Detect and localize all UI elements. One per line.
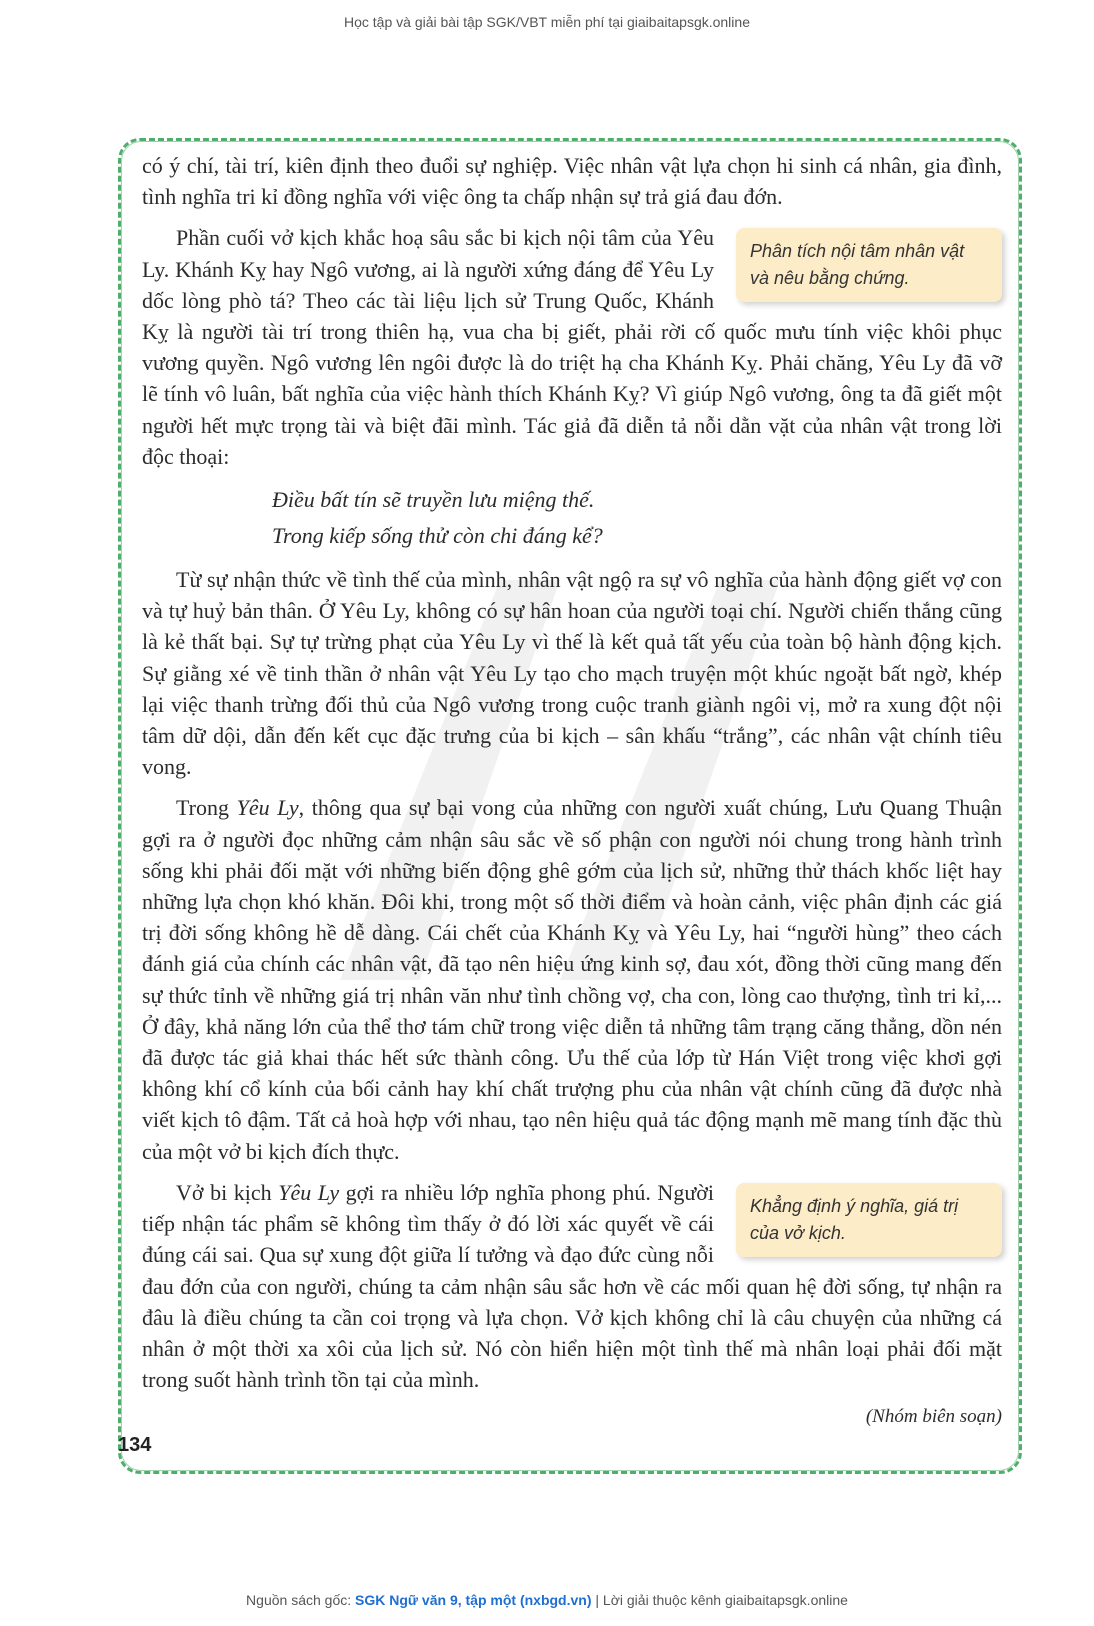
- work-title: Yêu Ly: [236, 795, 299, 821]
- page-footer: [0, 1592, 1094, 1608]
- margin-note-meaning: Khẳng định ý nghĩa, giá trị của vở kịch.: [736, 1183, 1002, 1257]
- footer-suffix: | Lời giải thuộc kênh giaibaitapsgk.online: [591, 1592, 848, 1608]
- author-signature: (Nhóm biên soạn): [865, 1406, 1002, 1428]
- paragraph-3: Từ sự nhận thức về tình thế của mình, nhân vật ngộ ra sự vô nghĩa của hành động giết vợ con và tự huỷ bản thân. Ở Yêu Ly, không có sự hân hoan của người toại chí. Người chiến thắng cũng là kẻ thất bại. Sự tự trừng phạt của Yêu Ly vì thế là kết quả tất yếu của toàn bộ hành động kịch. Sự giằng xé về tinh thần ở nhân vật Yêu Ly tạo cho mạch truyện một khúc ngoặt bất ngờ, khép lại việc thanh trừng đối thủ của Ngô vương trong cuộc tranh giành ngôi vị, mở ra xung đột nội tâm dữ dội, dẫn đến kết cục đặc trưng của bi kịch – sân khấu “trắng”, các nhân vật chính tiêu vong.: [142, 567, 1002, 780]
- paragraph-2-text: Phần cuối vở kịch khắc hoạ sâu sắc bi kịch nội tâm của Yêu Ly. Khánh Kỵ hay Ngô vương, ai là người xứng đáng để Yêu Ly dốc lòng phò tá? Theo các tài liệu lịch sử Trung Quốc, Khánh Kỵ là người tài trí trong thiên hạ, vua cha bị giết, phải rời cố quốc mưu tính việc khôi phục vương quyền. Ngô vương lên ngôi được là do triệt hạ cha Khánh Kỵ. Phải chăng, Yêu Ly đã vỡ lẽ tính vô luân, bất nghĩa của việc hành thích Khánh Kỵ? Vì giúp Ngô vương, ông ta đã giết một người hết mực trọng tài và biệt đãi mình. Tác giả đã diễn tả nỗi dằn vặt của nhân vật trong lời độc thoại:: [142, 225, 1002, 469]
- paragraph-4-lead: Trong: [176, 795, 237, 821]
- source-book-link[interactable]: SGK Ngữ văn 9, tập một (nxbgd.vn): [355, 1592, 592, 1608]
- paragraph-4: [142, 792, 1002, 1166]
- paragraph-2: [142, 222, 1002, 472]
- margin-note-analysis: Phân tích nội tâm nhân vật và nêu bằng chứng.: [736, 228, 1002, 302]
- page-header-text: Học tập và giải bài tập SGK/VBT miễn phí tại giaibaitapsgk.online: [344, 14, 750, 30]
- paragraph-5-lead: Vở bi kịch: [176, 1179, 279, 1205]
- page-number: 134: [118, 1434, 152, 1456]
- verse-line-1: Điều bất tín sẽ truyền lưu miệng thế.: [272, 487, 595, 513]
- work-title: Yêu Ly: [278, 1179, 340, 1205]
- paragraph-5-text: gợi ra nhiều lớp nghĩa phong phú. Người tiếp nhận tác phẩm sẽ không tìm thấy ở đó lời xác quyết về cái đúng cái sai. Qua sự xung đột giữa lí tưởng và đạo đức cùng nỗi đau đớn của con người, chúng ta cảm nhận sâu sắc hơn về các mối quan hệ đời sống, tự nhận ra đâu là điều chúng ta cần coi trọng và lựa chọn. Vở kịch không chỉ là câu chuyện của những cá nhân ở một thời xa xôi của lịch sử. Nó còn hiển hiện một tình thế mà nhân loại phải đối mặt trong suốt hành trình tồn tại của mình.: [142, 1179, 1002, 1393]
- footer-prefix: Nguồn sách gốc:: [246, 1592, 356, 1608]
- paragraph-1: có ý chí, tài trí, kiên định theo đuổi sự nghiệp. Việc nhân vật lựa chọn hi sinh cá nhân, gia đình, tình nghĩa tri kỉ đồng nghĩa với việc ông ta chấp nhận sự trả giá đau đớn.: [142, 153, 1002, 210]
- paragraph-4-text: , thông qua sự bại vong của những con người xuất chúng, Lưu Quang Thuận gợi ra ở người đọc những cảm nhận sâu sắc về số phận con người nói chung trong hành trình sống khi phải đối mặt với những biến động ghê gớm của lịch sử, những thử thách khốc liệt hay những lựa chọn khó khăn. Đôi khi, trong một số thời điểm và hoàn cảnh, việc phân định các giá trị đời sống không hề dễ dàng. Cái chết của Khánh Kỵ và Yêu Ly, hai “người hùng” theo cách đánh giá của chính các nhân vật, đã tạo nên hiệu ứng kinh sợ, đau xót, đồng thời cũng mang đến sự thức tỉnh về những giá trị nhân văn như tình chồng vợ, cha con, lòng cao thượng, tình tri kỉ,... Ở đây, khả năng lớn của thể thơ tám chữ trong việc diễn tả những tâm trạng căng thẳng, dồn nén đã được tác giả khai thác hết sức thành công. Ưu thế của lớp từ Hán Việt trong việc khơi gợi không khí cổ kính của bối cảnh hay khí chất trượng phu của nhân vật chính cũng đã được nhà viết kịch tô đậm. Tất cả hoà hợp với nhau, tạo nên hiệu quả tác động mạnh mẽ mang tính đặc thù của một vở bi kịch đích thực.: [142, 795, 1002, 1164]
- paragraph-5: [142, 1177, 1002, 1395]
- reading-text: [142, 150, 1002, 1433]
- verse-line-2: Trong kiếp sống thử còn chi đáng kể?: [272, 523, 603, 549]
- quoted-verse: [272, 482, 1002, 554]
